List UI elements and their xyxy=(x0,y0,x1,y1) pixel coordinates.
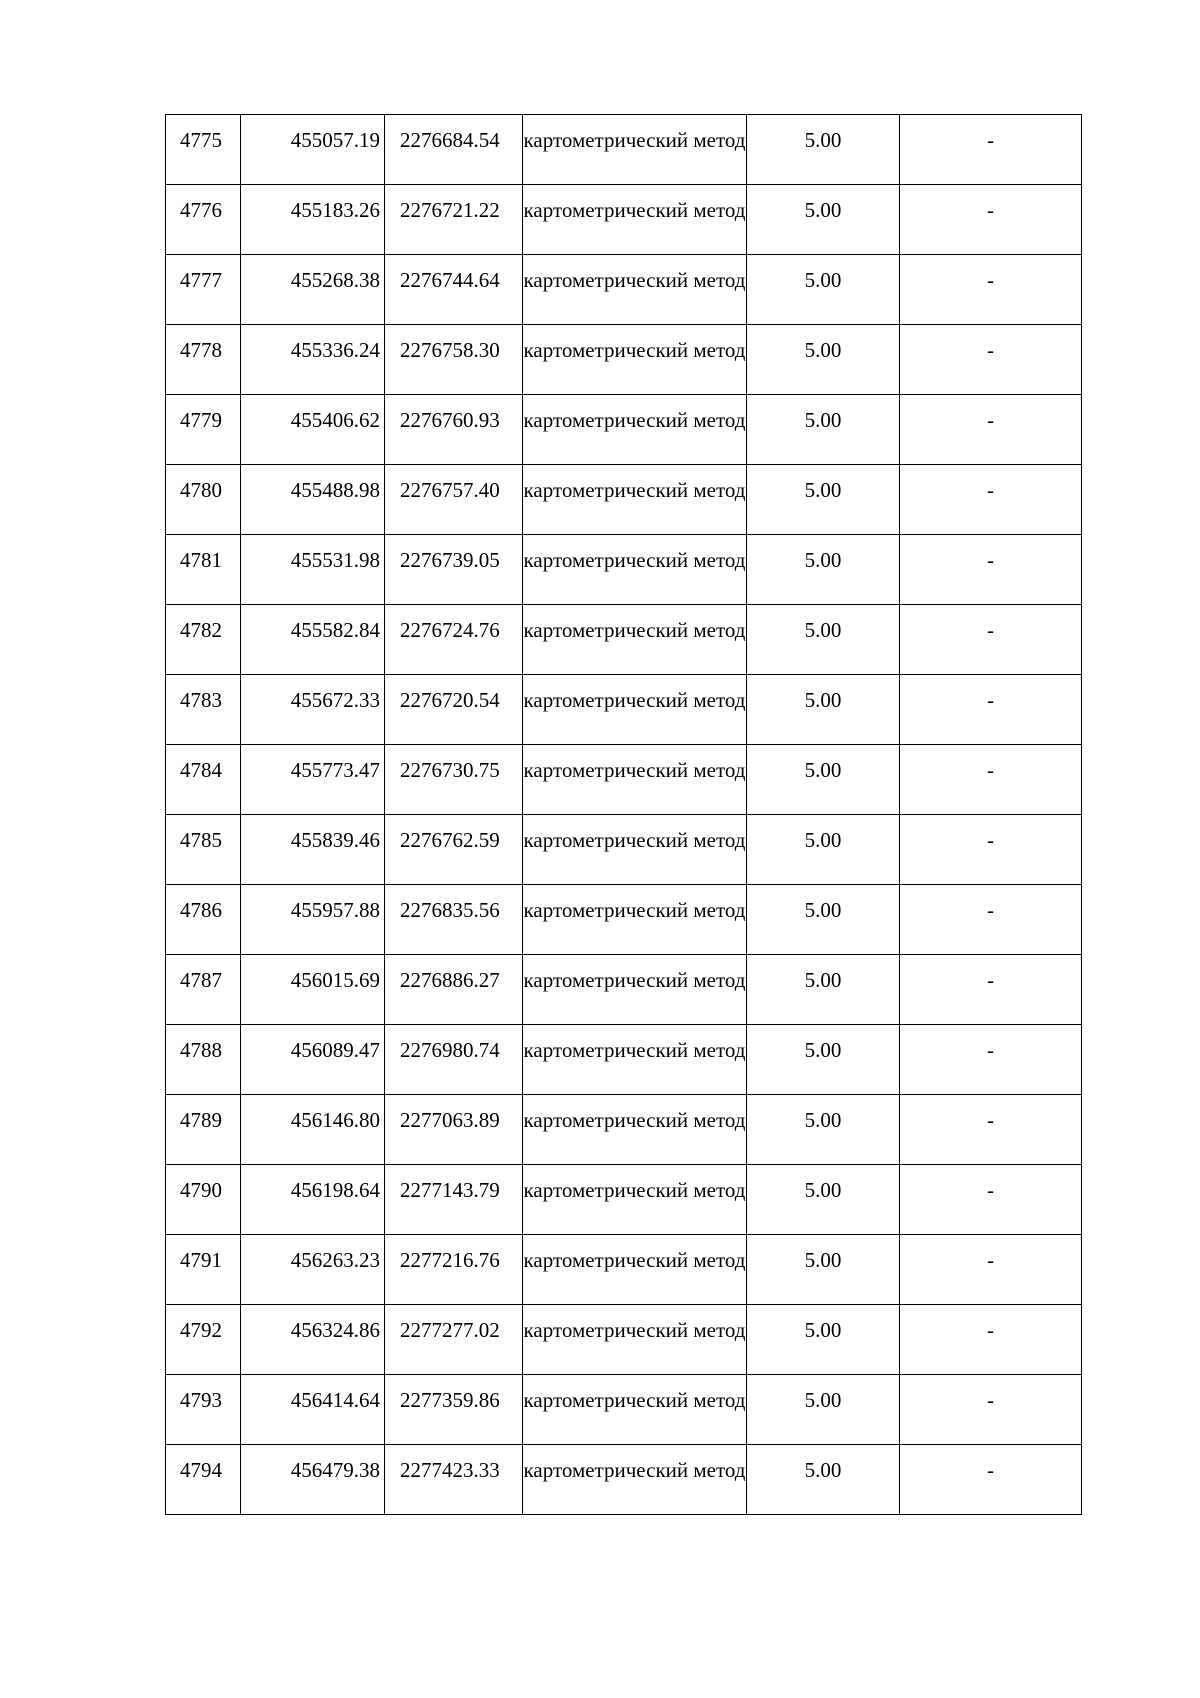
x-coordinate-cell xyxy=(241,885,385,955)
x-coordinate-cell xyxy=(241,1095,385,1165)
x-coordinate-cell xyxy=(241,325,385,395)
x-coordinate-cell xyxy=(241,1305,385,1375)
point-number-cell xyxy=(166,1305,241,1375)
x-coordinate-cell xyxy=(241,1375,385,1445)
x-coordinate-cell xyxy=(241,465,385,535)
table-row xyxy=(166,1095,1082,1165)
description-cell-text: - xyxy=(987,408,994,432)
x-coordinate-cell-text: 455839.46 xyxy=(290,828,380,852)
x-coordinate-cell xyxy=(241,1445,385,1515)
method-cell-text: картометрический метод xyxy=(523,198,746,222)
y-coordinate-cell xyxy=(385,395,523,465)
accuracy-cell-text: 5.00 xyxy=(804,1108,842,1132)
method-cell xyxy=(523,605,747,675)
y-coordinate-cell xyxy=(385,255,523,325)
y-coordinate-cell xyxy=(385,745,523,815)
accuracy-cell xyxy=(747,885,900,955)
point-number-cell-text: 4777 xyxy=(180,268,222,292)
x-coordinate-cell-text: 456324.86 xyxy=(290,1318,380,1342)
accuracy-cell xyxy=(747,1025,900,1095)
point-number-cell xyxy=(166,675,241,745)
description-cell xyxy=(900,535,1082,605)
method-cell xyxy=(523,815,747,885)
description-cell-text: - xyxy=(987,688,994,712)
method-cell-text: картометрический метод xyxy=(523,1178,746,1202)
accuracy-cell xyxy=(747,745,900,815)
point-number-cell xyxy=(166,1095,241,1165)
description-cell xyxy=(900,745,1082,815)
description-cell xyxy=(900,1165,1082,1235)
point-number-cell-text: 4783 xyxy=(180,688,222,712)
description-cell-text: - xyxy=(987,968,994,992)
accuracy-cell xyxy=(747,465,900,535)
method-cell xyxy=(523,1305,747,1375)
point-number-cell-text: 4778 xyxy=(180,338,222,362)
method-cell xyxy=(523,745,747,815)
accuracy-cell-text: 5.00 xyxy=(804,338,842,362)
method-cell-text: картометрический метод xyxy=(523,408,746,432)
y-coordinate-cell xyxy=(385,1235,523,1305)
y-coordinate-cell-text: 2276835.56 xyxy=(400,898,500,922)
point-number-cell xyxy=(166,1165,241,1235)
table-row xyxy=(166,1445,1082,1515)
method-cell xyxy=(523,535,747,605)
point-number-cell-text: 4782 xyxy=(180,618,222,642)
point-number-cell xyxy=(166,325,241,395)
description-cell xyxy=(900,815,1082,885)
table-row xyxy=(166,1165,1082,1235)
accuracy-cell xyxy=(747,325,900,395)
table-row xyxy=(166,815,1082,885)
description-cell xyxy=(900,395,1082,465)
y-coordinate-cell-text: 2277216.76 xyxy=(400,1248,500,1272)
y-coordinate-cell-text: 2276886.27 xyxy=(400,968,500,992)
accuracy-cell xyxy=(747,1095,900,1165)
method-cell-text: картометрический метод xyxy=(523,1038,746,1062)
accuracy-cell xyxy=(747,1305,900,1375)
method-cell xyxy=(523,675,747,745)
point-number-cell-text: 4786 xyxy=(180,898,222,922)
x-coordinate-cell-text: 455957.88 xyxy=(290,898,380,922)
table-row xyxy=(166,255,1082,325)
description-cell-text: - xyxy=(987,758,994,782)
x-coordinate-cell-text: 455488.98 xyxy=(290,478,380,502)
accuracy-cell xyxy=(747,535,900,605)
method-cell-text: картометрический метод xyxy=(523,338,746,362)
point-number-cell xyxy=(166,185,241,255)
y-coordinate-cell xyxy=(385,465,523,535)
accuracy-cell-text: 5.00 xyxy=(804,1318,842,1342)
x-coordinate-cell-text: 455406.62 xyxy=(290,408,380,432)
point-number-cell-text: 4791 xyxy=(180,1248,222,1272)
accuracy-cell xyxy=(747,255,900,325)
x-coordinate-cell-text: 456263.23 xyxy=(290,1248,380,1272)
y-coordinate-cell-text: 2276980.74 xyxy=(400,1038,500,1062)
x-coordinate-cell-text: 455773.47 xyxy=(290,758,380,782)
method-cell-text: картометрический метод xyxy=(523,1388,746,1412)
point-number-cell xyxy=(166,1375,241,1445)
point-number-cell-text: 4784 xyxy=(180,758,222,782)
x-coordinate-cell-text: 455268.38 xyxy=(290,268,380,292)
description-cell xyxy=(900,1025,1082,1095)
point-number-cell-text: 4787 xyxy=(180,968,222,992)
y-coordinate-cell xyxy=(385,1305,523,1375)
point-number-cell-text: 4780 xyxy=(180,478,222,502)
point-number-cell xyxy=(166,885,241,955)
accuracy-cell-text: 5.00 xyxy=(804,1388,842,1412)
description-cell-text: - xyxy=(987,1248,994,1272)
description-cell xyxy=(900,605,1082,675)
method-cell xyxy=(523,185,747,255)
table-row xyxy=(166,465,1082,535)
x-coordinate-cell-text: 455183.26 xyxy=(290,198,380,222)
accuracy-cell xyxy=(747,815,900,885)
y-coordinate-cell-text: 2276721.22 xyxy=(400,198,500,222)
description-cell-text: - xyxy=(987,338,994,362)
x-coordinate-cell xyxy=(241,115,385,185)
description-cell-text: - xyxy=(987,268,994,292)
accuracy-cell-text: 5.00 xyxy=(804,898,842,922)
point-number-cell-text: 4789 xyxy=(180,1108,222,1132)
description-cell xyxy=(900,1095,1082,1165)
x-coordinate-cell-text: 455672.33 xyxy=(290,688,380,712)
x-coordinate-cell xyxy=(241,675,385,745)
y-coordinate-cell-text: 2276724.76 xyxy=(400,618,500,642)
description-cell xyxy=(900,1375,1082,1445)
description-cell-text: - xyxy=(987,1178,994,1202)
y-coordinate-cell xyxy=(385,1025,523,1095)
table-row xyxy=(166,605,1082,675)
description-cell-text: - xyxy=(987,128,994,152)
description-cell-text: - xyxy=(987,618,994,642)
table-row xyxy=(166,395,1082,465)
description-cell-text: - xyxy=(987,1318,994,1342)
table-row xyxy=(166,325,1082,395)
y-coordinate-cell-text: 2277423.33 xyxy=(400,1458,500,1482)
table-row xyxy=(166,535,1082,605)
method-cell xyxy=(523,1235,747,1305)
point-number-cell-text: 4781 xyxy=(180,548,222,572)
x-coordinate-cell-text: 456198.64 xyxy=(290,1178,380,1202)
method-cell-text: картометрический метод xyxy=(523,618,746,642)
method-cell-text: картометрический метод xyxy=(523,898,746,922)
method-cell-text: картометрический метод xyxy=(523,828,746,852)
y-coordinate-cell xyxy=(385,115,523,185)
coordinates-table xyxy=(165,114,1082,1515)
accuracy-cell-text: 5.00 xyxy=(804,758,842,782)
accuracy-cell xyxy=(747,1235,900,1305)
method-cell xyxy=(523,1445,747,1515)
y-coordinate-cell xyxy=(385,1375,523,1445)
accuracy-cell-text: 5.00 xyxy=(804,688,842,712)
table-row xyxy=(166,1375,1082,1445)
table-row xyxy=(166,675,1082,745)
method-cell-text: картометрический метод xyxy=(523,478,746,502)
y-coordinate-cell-text: 2276739.05 xyxy=(400,548,500,572)
x-coordinate-cell xyxy=(241,1025,385,1095)
point-number-cell xyxy=(166,465,241,535)
point-number-cell xyxy=(166,955,241,1025)
accuracy-cell-text: 5.00 xyxy=(804,1248,842,1272)
point-number-cell-text: 4790 xyxy=(180,1178,222,1202)
description-cell xyxy=(900,1305,1082,1375)
method-cell-text: картометрический метод xyxy=(523,688,746,712)
x-coordinate-cell-text: 455336.24 xyxy=(290,338,380,362)
description-cell-text: - xyxy=(987,1108,994,1132)
method-cell-text: картометрический метод xyxy=(523,1458,746,1482)
method-cell-text: картометрический метод xyxy=(523,1318,746,1342)
description-cell xyxy=(900,885,1082,955)
accuracy-cell-text: 5.00 xyxy=(804,478,842,502)
method-cell xyxy=(523,465,747,535)
method-cell xyxy=(523,1165,747,1235)
y-coordinate-cell xyxy=(385,1095,523,1165)
method-cell-text: картометрический метод xyxy=(523,268,746,292)
y-coordinate-cell xyxy=(385,675,523,745)
y-coordinate-cell xyxy=(385,325,523,395)
y-coordinate-cell-text: 2276762.59 xyxy=(400,828,500,852)
point-number-cell-text: 4775 xyxy=(180,128,222,152)
description-cell xyxy=(900,1235,1082,1305)
y-coordinate-cell-text: 2276730.75 xyxy=(400,758,500,782)
description-cell-text: - xyxy=(987,198,994,222)
description-cell-text: - xyxy=(987,1388,994,1412)
point-number-cell xyxy=(166,745,241,815)
y-coordinate-cell-text: 2276758.30 xyxy=(400,338,500,362)
x-coordinate-cell xyxy=(241,955,385,1025)
y-coordinate-cell xyxy=(385,885,523,955)
table-row xyxy=(166,185,1082,255)
x-coordinate-cell-text: 456479.38 xyxy=(290,1458,380,1482)
description-cell xyxy=(900,1445,1082,1515)
accuracy-cell xyxy=(747,185,900,255)
x-coordinate-cell xyxy=(241,1165,385,1235)
accuracy-cell-text: 5.00 xyxy=(804,618,842,642)
accuracy-cell-text: 5.00 xyxy=(804,828,842,852)
x-coordinate-cell xyxy=(241,255,385,325)
accuracy-cell-text: 5.00 xyxy=(804,198,842,222)
method-cell-text: картометрический метод xyxy=(523,758,746,782)
x-coordinate-cell xyxy=(241,395,385,465)
y-coordinate-cell-text: 2276744.64 xyxy=(400,268,500,292)
description-cell-text: - xyxy=(987,1038,994,1062)
method-cell xyxy=(523,885,747,955)
y-coordinate-cell-text: 2276720.54 xyxy=(400,688,500,712)
accuracy-cell-text: 5.00 xyxy=(804,408,842,432)
accuracy-cell-text: 5.00 xyxy=(804,128,842,152)
description-cell-text: - xyxy=(987,548,994,572)
accuracy-cell xyxy=(747,605,900,675)
y-coordinate-cell-text: 2276757.40 xyxy=(400,478,500,502)
table-row xyxy=(166,885,1082,955)
x-coordinate-cell-text: 456015.69 xyxy=(290,968,380,992)
method-cell-text: картометрический метод xyxy=(523,548,746,572)
method-cell xyxy=(523,395,747,465)
accuracy-cell xyxy=(747,1165,900,1235)
accuracy-cell xyxy=(747,1445,900,1515)
description-cell xyxy=(900,955,1082,1025)
method-cell xyxy=(523,255,747,325)
method-cell-text: картометрический метод xyxy=(523,1248,746,1272)
point-number-cell xyxy=(166,1025,241,1095)
y-coordinate-cell xyxy=(385,535,523,605)
x-coordinate-cell xyxy=(241,535,385,605)
x-coordinate-cell-text: 455057.19 xyxy=(290,128,380,152)
point-number-cell-text: 4793 xyxy=(180,1388,222,1412)
point-number-cell-text: 4779 xyxy=(180,408,222,432)
y-coordinate-cell-text: 2277277.02 xyxy=(400,1318,500,1342)
table-row xyxy=(166,1235,1082,1305)
table-row xyxy=(166,955,1082,1025)
table-row xyxy=(166,1305,1082,1375)
description-cell-text: - xyxy=(987,1458,994,1482)
point-number-cell-text: 4788 xyxy=(180,1038,222,1062)
description-cell xyxy=(900,255,1082,325)
y-coordinate-cell xyxy=(385,185,523,255)
x-coordinate-cell-text: 456414.64 xyxy=(290,1388,380,1412)
description-cell-text: - xyxy=(987,898,994,922)
y-coordinate-cell xyxy=(385,955,523,1025)
y-coordinate-cell-text: 2277359.86 xyxy=(400,1388,500,1412)
description-cell xyxy=(900,115,1082,185)
y-coordinate-cell-text: 2276760.93 xyxy=(400,408,500,432)
accuracy-cell-text: 5.00 xyxy=(804,1458,842,1482)
table-body xyxy=(166,115,1082,1515)
table-row xyxy=(166,745,1082,815)
method-cell xyxy=(523,325,747,395)
x-coordinate-cell-text: 455582.84 xyxy=(290,618,380,642)
x-coordinate-cell-text: 455531.98 xyxy=(290,548,380,572)
x-coordinate-cell xyxy=(241,605,385,675)
description-cell xyxy=(900,325,1082,395)
y-coordinate-cell xyxy=(385,1445,523,1515)
method-cell xyxy=(523,955,747,1025)
description-cell-text: - xyxy=(987,478,994,502)
description-cell xyxy=(900,675,1082,745)
accuracy-cell xyxy=(747,395,900,465)
accuracy-cell-text: 5.00 xyxy=(804,268,842,292)
method-cell xyxy=(523,1025,747,1095)
description-cell xyxy=(900,185,1082,255)
point-number-cell-text: 4794 xyxy=(180,1458,222,1482)
description-cell-text: - xyxy=(987,828,994,852)
method-cell-text: картометрический метод xyxy=(523,128,746,152)
method-cell xyxy=(523,1375,747,1445)
y-coordinate-cell-text: 2277143.79 xyxy=(400,1178,500,1202)
accuracy-cell-text: 5.00 xyxy=(804,968,842,992)
point-number-cell xyxy=(166,395,241,465)
x-coordinate-cell-text: 456146.80 xyxy=(290,1108,380,1132)
y-coordinate-cell-text: 2276684.54 xyxy=(400,128,500,152)
point-number-cell-text: 4776 xyxy=(180,198,222,222)
point-number-cell xyxy=(166,255,241,325)
x-coordinate-cell xyxy=(241,1235,385,1305)
point-number-cell xyxy=(166,605,241,675)
accuracy-cell-text: 5.00 xyxy=(804,1038,842,1062)
method-cell-text: картометрический метод xyxy=(523,1108,746,1132)
y-coordinate-cell-text: 2277063.89 xyxy=(400,1108,500,1132)
accuracy-cell xyxy=(747,1375,900,1445)
x-coordinate-cell-text: 456089.47 xyxy=(290,1038,380,1062)
point-number-cell xyxy=(166,815,241,885)
y-coordinate-cell xyxy=(385,815,523,885)
x-coordinate-cell xyxy=(241,815,385,885)
point-number-cell xyxy=(166,535,241,605)
point-number-cell-text: 4785 xyxy=(180,828,222,852)
x-coordinate-cell xyxy=(241,745,385,815)
method-cell xyxy=(523,1095,747,1165)
point-number-cell-text: 4792 xyxy=(180,1318,222,1342)
accuracy-cell-text: 5.00 xyxy=(804,1178,842,1202)
y-coordinate-cell xyxy=(385,1165,523,1235)
point-number-cell xyxy=(166,1235,241,1305)
accuracy-cell xyxy=(747,955,900,1025)
y-coordinate-cell xyxy=(385,605,523,675)
method-cell xyxy=(523,115,747,185)
description-cell xyxy=(900,465,1082,535)
table-row xyxy=(166,115,1082,185)
x-coordinate-cell xyxy=(241,185,385,255)
table-row xyxy=(166,1025,1082,1095)
method-cell-text: картометрический метод xyxy=(523,968,746,992)
accuracy-cell-text: 5.00 xyxy=(804,548,842,572)
accuracy-cell xyxy=(747,675,900,745)
point-number-cell xyxy=(166,1445,241,1515)
point-number-cell xyxy=(166,115,241,185)
accuracy-cell xyxy=(747,115,900,185)
